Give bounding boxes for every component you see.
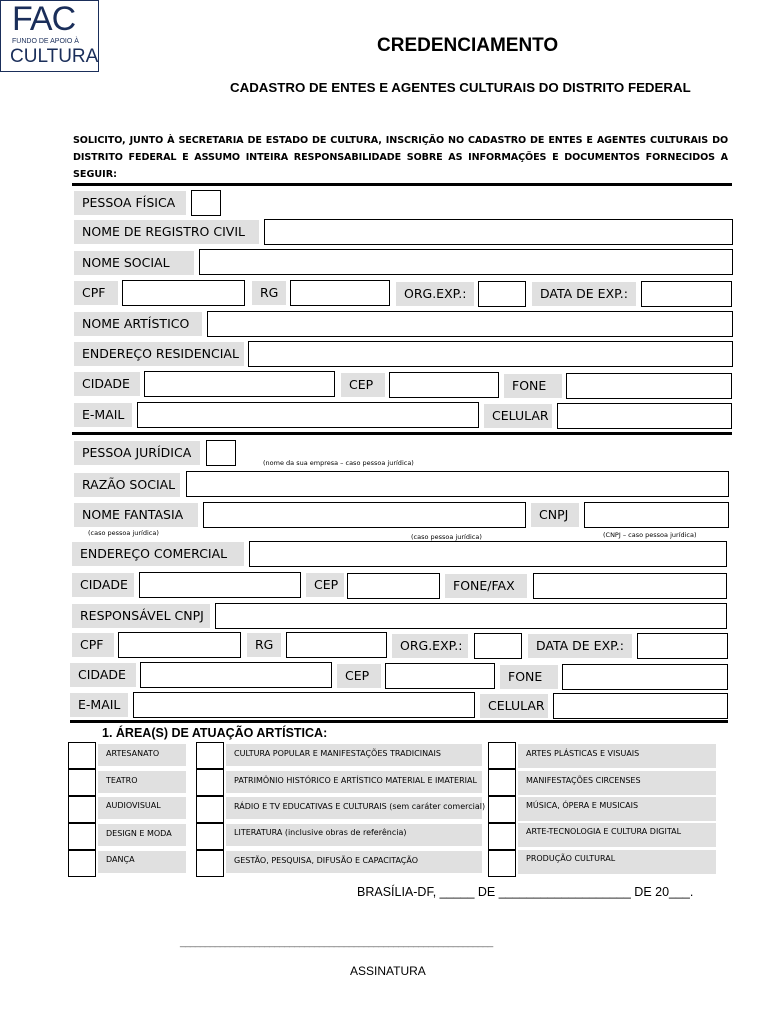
responsavel-cnpj-field[interactable] (215, 603, 727, 629)
cpf-field[interactable] (122, 280, 245, 306)
intro-text (73, 132, 728, 183)
email-label: E-MAIL (74, 403, 132, 427)
divider-middle (72, 432, 732, 435)
endereco-residencial-field[interactable] (248, 341, 733, 367)
fone-fax-label: FONE/FAX (445, 574, 527, 598)
nome-artistico-label: NOME ARTÍSTICO (74, 312, 202, 336)
pj-org-exp-field[interactable] (474, 633, 522, 659)
note-middle: (caso pessoa jurídica) (411, 533, 482, 541)
razao-social-field[interactable] (186, 471, 729, 497)
area-label-circenses: MANIFESTAÇÕES CIRCENSES (518, 771, 716, 795)
endereco-comercial-field[interactable] (249, 541, 727, 567)
intro-line-3: SEGUIR: (73, 169, 117, 180)
data-exp-label: DATA DE EXP.: (532, 282, 636, 306)
note-empresa: (nome da sua empresa – caso pessoa jurídica) (263, 459, 414, 467)
logo-fac: FAC (12, 0, 76, 38)
area-checkbox-audiovisual[interactable] (68, 796, 96, 823)
area-label-danca: DANÇA (98, 851, 186, 873)
logo-sub: FUNDO DE APOIO À (12, 38, 79, 45)
org-exp-field[interactable] (478, 281, 526, 307)
area-label-arte-tecnologia: ARTE-TECNOLOGIA E CULTURA DIGITAL (518, 823, 716, 847)
area-checkbox-musica[interactable] (488, 796, 516, 823)
note-fantasia: (caso pessoa jurídica) (88, 529, 159, 537)
pj-rg-label: RG (247, 633, 281, 657)
responsavel-cnpj-label: RESPONSÁVEL CNPJ (72, 604, 210, 628)
celular-field[interactable] (557, 403, 732, 429)
data-exp-field[interactable] (641, 281, 732, 307)
divider-top (72, 183, 732, 186)
area-checkbox-design-e-moda[interactable] (68, 823, 96, 850)
pessoa-fisica-checkbox[interactable] (191, 190, 221, 216)
pj-cep2-field[interactable] (385, 663, 495, 689)
celular-label: CELULAR (484, 404, 552, 428)
pessoa-juridica-checkbox[interactable] (206, 440, 236, 466)
pj-cidade-field[interactable] (139, 572, 301, 598)
area-checkbox-producao-cultural[interactable] (488, 850, 516, 877)
area-checkbox-teatro[interactable] (68, 769, 96, 796)
fone-label: FONE (504, 374, 562, 398)
rg-field[interactable] (290, 280, 390, 306)
area-label-audiovisual: AUDIOVISUAL (98, 797, 186, 819)
divider-bottom (70, 720, 728, 723)
fone-fax-field[interactable] (533, 573, 727, 599)
rg-label: RG (252, 281, 286, 305)
nome-social-field[interactable] (199, 249, 733, 275)
area-label-literatura: LITERATURA (inclusive obras de referência) (226, 824, 482, 846)
area-label-artesanato: ARTESANATO (98, 744, 186, 766)
date-line: BRASÍLIA-DF, _____ DE ___________________ DE 20___. (357, 885, 694, 899)
cnpj-label: CNPJ (531, 503, 579, 527)
fone-field[interactable] (566, 373, 732, 399)
area-label-cultura-popular: CULTURA POPULAR E MANIFESTAÇÕES TRADICINAIS (226, 744, 482, 766)
pj-celular-field[interactable] (553, 693, 728, 719)
pessoa-juridica-label: PESSOA JURÍDICA (74, 441, 200, 465)
nome-social-label: NOME SOCIAL (74, 251, 194, 275)
email-field[interactable] (137, 402, 479, 428)
intro-line-2: DISTRITO FEDERAL E ASSUMO INTEIRA RESPONSABILIDADE SOBRE AS INFORMAÇÕES E DOCUMENTOS FORNECIDOS A (73, 152, 728, 163)
pj-cep-field[interactable] (347, 573, 440, 599)
areas-heading: 1. ÁREA(S) DE ATUAÇÃO ARTÍSTICA: (102, 726, 328, 740)
signature-line[interactable]: _______________________________________________________________ (180, 937, 493, 948)
area-checkbox-patrimonio[interactable] (196, 769, 224, 796)
area-checkbox-radio-tv[interactable] (196, 796, 224, 823)
razao-social-label: RAZÃO SOCIAL (74, 473, 180, 497)
area-label-gestao: GESTÃO, PESQUISA, DIFUSÃO E CAPACITAÇÃO (226, 851, 482, 873)
nome-fantasia-label: NOME FANTASIA (74, 503, 198, 527)
area-checkbox-artesanato[interactable] (68, 742, 96, 769)
pj-fone2-field[interactable] (562, 664, 728, 690)
area-label-design-e-moda: DESIGN E MODA (98, 824, 186, 846)
nome-artistico-field[interactable] (207, 311, 733, 337)
org-exp-label: ORG.EXP.: (396, 282, 474, 306)
intro-line-1: SOLICITO, JUNTO À SECRETARIA DE ESTADO DE CULTURA, INSCRIÇÃO NO CADASTRO DE ENTES E AGENTES CULTURAIS DO (73, 135, 728, 146)
fac-logo (0, 0, 99, 72)
area-checkbox-artes-plasticas[interactable] (488, 742, 516, 769)
area-checkbox-cultura-popular[interactable] (196, 742, 224, 769)
pj-cep-label: CEP (306, 573, 344, 597)
pj-cpf-field[interactable] (118, 632, 241, 658)
area-checkbox-literatura[interactable] (196, 823, 224, 850)
cidade-field[interactable] (144, 371, 335, 397)
pj-cidade2-label: CIDADE (70, 663, 136, 687)
endereco-residencial-label: ENDEREÇO RESIDENCIAL (74, 342, 244, 366)
nome-registro-field[interactable] (264, 219, 733, 245)
pj-data-exp-label: DATA DE EXP.: (528, 634, 632, 658)
area-label-musica: MÚSICA, ÓPERA E MUSICAIS (518, 797, 716, 821)
signature-label: ASSINATURA (350, 964, 426, 978)
logo-cultura: CULTURA (10, 46, 99, 67)
page-subtitle: CADASTRO DE ENTES E AGENTES CULTURAIS DO DISTRITO FEDERAL (230, 80, 691, 95)
pessoa-fisica-label: PESSOA FÍSICA (74, 191, 186, 215)
nome-fantasia-field[interactable] (203, 502, 526, 528)
area-checkbox-gestao[interactable] (196, 850, 224, 877)
pj-org-exp-label: ORG.EXP.: (392, 634, 468, 658)
pj-email-label: E-MAIL (70, 693, 128, 717)
pj-cep2-label: CEP (337, 664, 381, 688)
pj-fone2-label: FONE (500, 665, 558, 689)
endereco-comercial-label: ENDEREÇO COMERCIAL (72, 542, 244, 566)
area-label-patrimonio: PATRIMÔNIO HISTÓRICO E ARTÍSTICO MATERIAL E IMATERIAL (226, 771, 482, 793)
area-label-artes-plasticas: ARTES PLÁSTICAS E VISUAIS (518, 744, 716, 768)
area-checkbox-circenses[interactable] (488, 769, 516, 796)
pj-cidade-label: CIDADE (72, 573, 134, 597)
pj-data-exp-field[interactable] (637, 633, 728, 659)
area-label-producao-cultural: PRODUÇÃO CULTURAL (518, 850, 716, 874)
page-title: CREDENCIAMENTO (377, 35, 559, 56)
cnpj-field[interactable] (584, 502, 729, 528)
cep-label: CEP (341, 373, 385, 397)
pj-email-field[interactable] (133, 692, 475, 718)
pj-celular-label: CELULAR (480, 694, 548, 718)
pj-rg-field[interactable] (286, 632, 387, 658)
note-cnpj: (CNPJ – caso pessoa jurídica) (603, 531, 697, 539)
cep-field[interactable] (389, 372, 499, 398)
pj-cidade2-field[interactable] (140, 662, 332, 688)
area-checkbox-arte-tecnologia[interactable] (488, 823, 516, 850)
nome-registro-label: NOME DE REGISTRO CIVIL (74, 220, 259, 244)
cidade-label: CIDADE (74, 372, 140, 396)
area-label-teatro: TEATRO (98, 771, 186, 793)
pj-cpf-label: CPF (72, 633, 114, 657)
area-checkbox-danca[interactable] (68, 850, 96, 877)
area-label-radio-tv: RÁDIO E TV EDUCATIVAS E CULTURAIS (sem caráter comercial) (226, 797, 482, 819)
cpf-label: CPF (74, 281, 118, 305)
